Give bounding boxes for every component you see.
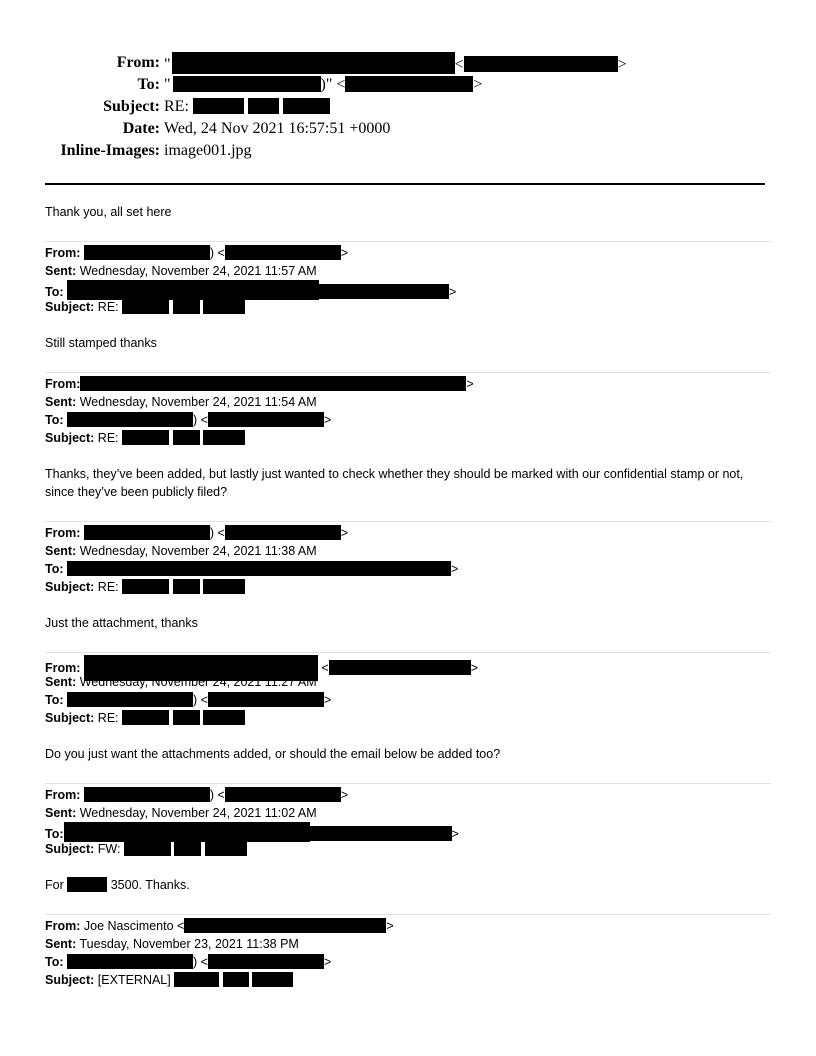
redaction-block [122,430,169,445]
quoted-subject-line: Subject: RE: [45,578,775,596]
header-date-value: Wed, 24 Nov 2021 16:57:51 +0000 [164,120,391,137]
redaction-block [64,822,310,842]
redaction-block [67,954,193,969]
redaction-block [122,299,169,314]
redaction-block [124,841,171,856]
quoted-from-line: From: ) < > [45,526,349,540]
message-separator [45,372,771,373]
redaction-block [248,98,279,114]
redaction-block [122,579,169,594]
redaction-block [172,52,455,74]
header-from-label: From: [116,54,160,71]
header-inline-images-row [0,140,816,162]
quoted-message-header [45,375,775,447]
quoted-from-line: From: ) < > [45,246,349,260]
message-separator [45,521,771,522]
redaction-block [319,284,449,299]
redaction-block [173,299,200,314]
redaction-block [80,376,324,391]
quoted-to-line: To: ) < > [45,955,332,969]
quoted-subject-line: Subject: [EXTERNAL] [45,971,775,989]
redaction-block [225,787,341,802]
redaction-block [252,972,293,987]
header-to-value: " )" < > [164,76,483,93]
header-date-row [0,118,816,140]
quoted-subject-line: Subject: FW: [45,840,775,858]
header-subject-value: RE: [164,96,330,118]
redaction-block [464,56,618,72]
quoted-from-line: From: Joe Nascimento < > [45,919,394,933]
redaction-block [193,98,244,114]
message-body: Thanks, they’ve been added, but lastly just wanted to check whether they should be marked with our confidential stamp or not, since they’ve been publicly filed? [45,467,744,499]
header-subject-label: Subject: [103,98,160,115]
redaction-block [67,877,107,892]
redaction-block [84,787,210,802]
redaction-block [184,918,386,933]
redaction-block [205,841,247,856]
quoted-message-header [45,655,775,727]
redaction-block [67,280,319,300]
header-subject-row [0,96,816,118]
redaction-block [174,841,201,856]
quoted-subject-line: Subject: RE: [45,709,775,727]
redaction-block [84,245,210,260]
redaction-block [203,430,245,445]
header-to-row [0,74,816,96]
message-body: Thank you, all set here [45,205,172,219]
redaction-block [203,579,245,594]
message-body: For 3500. Thanks. [45,878,190,892]
redaction-block [67,561,309,576]
message-separator [45,241,771,242]
quoted-sent-line: Sent: Tuesday, November 23, 2021 11:38 PM [45,937,299,951]
quoted-to-line: To: > [45,280,775,298]
quoted-sent-line: Sent: Wednesday, November 24, 2021 11:02 AM [45,806,317,820]
message-separator [45,652,771,653]
redaction-block [283,98,330,114]
redaction-block [173,579,200,594]
redaction-block [67,692,193,707]
message-separator [45,914,771,915]
quoted-subject-line: Subject: RE: [45,298,775,316]
quoted-message-header [45,524,775,596]
header-inline-images-label: Inline-Images: [60,142,160,159]
quoted-to-line: To: > [45,822,775,840]
redaction-block [203,299,245,314]
redaction-block [345,76,473,92]
redaction-block [174,972,219,987]
header-from-value: " < > [164,52,627,76]
redaction-block [173,710,200,725]
quoted-sent-line: Sent: Wednesday, November 24, 2021 11:54 AM [45,395,317,409]
quoted-sent-line: Sent: Wednesday, November 24, 2021 11:27 AM [45,675,317,689]
quoted-from-line: From: > [45,377,474,391]
header-date-label: Date: [122,120,160,137]
quoted-sent-line: Sent: Wednesday, November 24, 2021 11:38 AM [45,544,317,558]
quoted-from-line: From: ) < > [45,788,349,802]
redaction-block [208,692,324,707]
quoted-sent-line: Sent: Wednesday, November 24, 2021 11:57 AM [45,264,317,278]
redaction-block [225,525,341,540]
redaction-block [67,412,193,427]
message-body: Still stamped thanks [45,336,157,350]
message-body: Just the attachment, thanks [45,616,198,630]
quoted-message-header [45,244,775,316]
redaction-block [223,972,249,987]
redaction-block [310,826,452,841]
redaction-block [84,525,210,540]
redaction-block [173,430,200,445]
message-body: Do you just want the attachments added, or should the email below be added too? [45,747,501,761]
header-divider [45,183,765,185]
quoted-message-header [45,917,775,989]
header-to-label: To: [137,76,160,93]
quoted-to-line: To: ) < > [45,413,332,427]
header-inline-images-value: image001.jpg [164,142,252,159]
redaction-block [225,245,341,260]
quoted-to-line: To: ) < > [45,693,332,707]
quoted-to-line: To: > [45,562,459,576]
email-header [0,52,816,162]
header-from-row [0,52,816,74]
quoted-subject-line: Subject: RE: [45,429,775,447]
quoted-from-line: From: < > [45,655,775,673]
redaction-block [203,710,245,725]
redaction-block [122,710,169,725]
message-separator [45,783,771,784]
redaction-block [173,76,321,92]
redaction-block [208,412,324,427]
redaction-block [309,561,451,576]
redaction-block [208,954,324,969]
quoted-message-header [45,786,775,858]
redaction-block [324,376,466,391]
